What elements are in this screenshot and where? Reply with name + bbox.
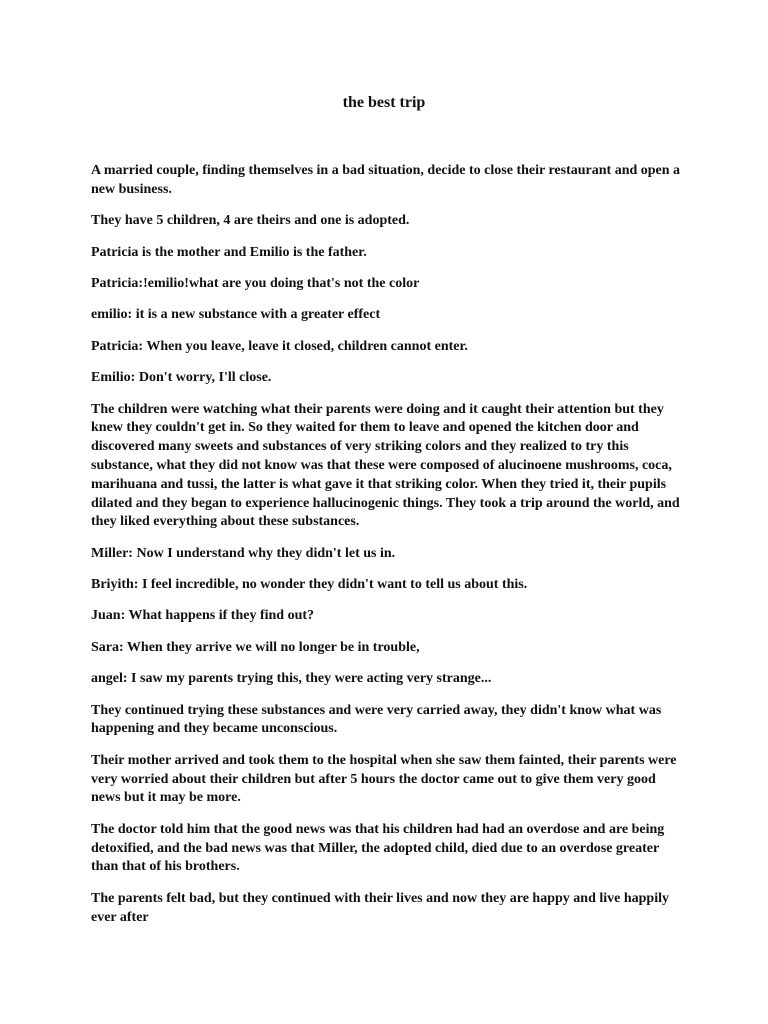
paragraph-parents: Patricia is the mother and Emilio is the father. [91,244,367,260]
dialogue-line: emilio: it is a new substance with a greater effect [91,307,381,323]
dialogue-line: Patricia:!emilio!what are you doing that's not the color [91,275,420,291]
paragraph-doctor-news: The doctor told him that the good news was that his children had had an overdose and are being detoxified, and the bad news was that Miller, the adopted child, died due to an overdose greater than that of his brothers. [91,821,665,875]
paragraph-hospital: Their mother arrived and took them to the hospital when she saw them fainted, their parents were very worried about their children but after 5 hours the doctor came out to give them very good news but it may be more. [91,752,677,806]
paragraph-children: They have 5 children, 4 are theirs and one is adopted. [91,213,410,229]
paragraph-intro: A married couple, finding themselves in a bad situation, decide to close their restaurant and open a new business. [91,163,681,197]
dialogue-line: Patricia: When you leave, leave it closed, children cannot enter. [91,338,468,354]
dialogue-line: angel: I saw my parents trying this, they were acting very strange... [91,671,492,687]
paragraph-discovery: The children were watching what their parents were doing and it caught their attention but they knew they couldn't get in. So they waited for them to leave and opened the kitchen door and discovered many sweets and substances of very striking colors and they realized to try this substance, what they did not know was that these were composed of alucinoene mushrooms, coca, marihuana and tussi, the latter is what gave it that striking color. When they tried it, their pupils dilated and they began to experience hallucinogenic things. They took a trip around the world, and they liked everything about these substances. [91,401,680,530]
dialogue-line: Juan: What happens if they find out? [91,608,315,624]
dialogue-line: Sara: When they arrive we will no longer be in trouble, [91,639,420,655]
document-title: the best trip [342,94,426,111]
dialogue-line: Emilio: Don't worry, I'll close. [91,370,272,386]
paragraph-unconscious: They continued trying these substances and were very carried away, they didn't know what was happening and they became unconscious. [91,702,662,737]
document-body [91,162,681,940]
dialogue-line: Briyith: I feel incredible, no wonder they didn't want to tell us about this. [91,577,528,593]
dialogue-line: Miller: Now I understand why they didn't let us in. [91,545,396,561]
paragraph-ending: The parents felt bad, but they continued with their lives and now they are happy and live happily ever after [91,890,669,925]
